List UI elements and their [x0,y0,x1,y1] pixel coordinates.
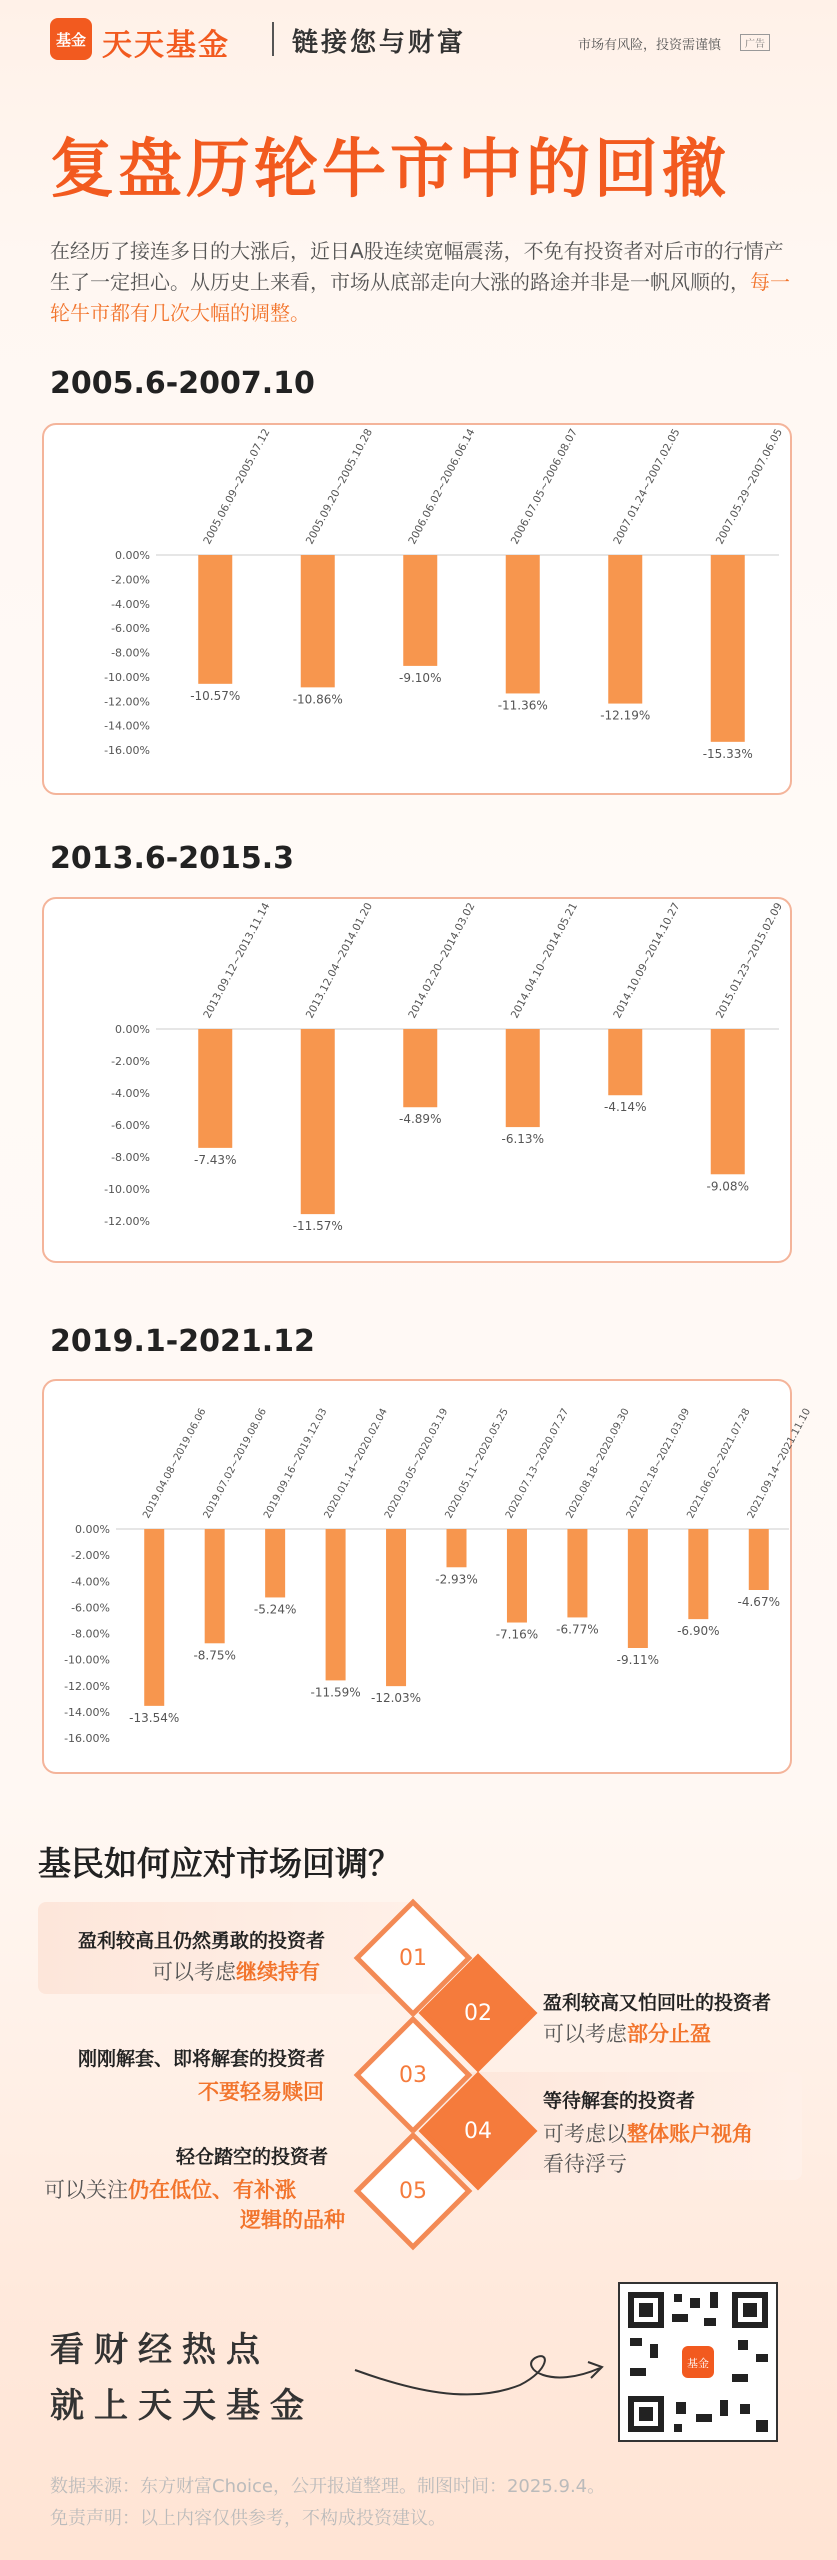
y-tick-label: -16.00% [104,744,150,757]
step-02-number: 02 [464,2001,492,2026]
header-divider [272,22,274,56]
chart-2-svg [44,899,794,1265]
data-label: -11.36% [497,698,548,713]
chart-1-title: 2005.6-2007.10 [50,366,315,401]
qr-logo-text: 基金 [687,2357,709,2370]
y-tick-label: -6.00% [111,1119,150,1132]
x-tick-label: 2006.06.02~2006.06.14 [406,426,478,547]
y-tick-label: -2.00% [111,573,150,587]
x-tick-label: 2021.09.14~2021.11.10 [745,1406,814,1521]
y-tick-label: -2.00% [71,1549,110,1563]
chart-2-panel [42,897,792,1263]
x-tick-label: 2019.09.16~2019.12.03 [262,1406,330,1521]
bar [301,1029,335,1214]
x-tick-label: 2007.01.24~2007.02.05 [611,426,683,547]
step-02-advice [543,2018,711,2048]
intro-text: 在经历了接连多日的大涨后，近日A股连续宽幅震荡，不免有投资者对后市的行情产生了一定担心。从历史上来看，市场从底部走向大涨的路途并非是一帆风顺的， [50,239,784,294]
x-tick-label: 2020.08.18~2020.09.30 [564,1406,632,1521]
step-03-title: 刚刚解套、即将解套的投资者 [78,2048,326,2070]
step-01-highlight: 继续持有 [236,1960,320,1984]
step-01-number: 01 [399,1946,427,1971]
step-04-advice-line2: 看待浮亏 [543,2152,627,2176]
step-04-pre: 可考虑以 [543,2122,627,2146]
data-label: -4.67% [737,1595,780,1610]
chart-2-title: 2013.6-2015.3 [50,841,294,876]
chart-1-svg [44,425,794,797]
x-tick-label: 2015.01.23~2015.02.09 [713,900,785,1021]
data-label: -6.90% [677,1624,720,1639]
chart-1-panel [42,423,792,795]
y-tick-label: 0.00% [115,1023,150,1036]
y-tick-label: -14.00% [104,719,150,733]
y-tick-label: -14.00% [64,1705,110,1719]
y-tick-label: -8.00% [111,646,150,660]
brand-name: 天天基金 [102,28,230,63]
step-05-highlight: 仍在低位、有补涨 [128,2178,296,2202]
step-04-number: 04 [464,2119,492,2144]
data-label: -11.59% [310,1685,361,1700]
data-label: -10.57% [190,688,241,703]
header-slogan: 链接您与财富 [292,28,467,58]
step-05-post: 逻辑的品种 [240,2208,345,2232]
data-label: -9.08% [706,1179,749,1194]
header [0,0,837,76]
bar [265,1529,285,1597]
x-tick-label: 2005.09.20~2005.10.28 [303,426,375,547]
y-tick-label: -6.00% [71,1601,110,1615]
data-label: -6.13% [501,1132,544,1147]
x-tick-label: 2020.03.05~2020.03.19 [382,1406,451,1521]
step-05-advice-line2 [240,2204,345,2234]
bar [507,1529,527,1623]
step-04-highlight: 整体账户视角 [627,2122,753,2146]
y-tick-label: -8.00% [111,1151,150,1164]
footer-slogan-1: 看财经热点 [50,2330,270,2370]
qr-pattern [620,2284,776,2440]
data-label: -4.14% [604,1100,647,1115]
bar [628,1529,648,1648]
x-tick-label: 2005.06.09~2005.07.12 [201,426,273,547]
bar [506,555,540,693]
data-label: -9.10% [399,670,442,685]
data-label: -2.93% [435,1572,478,1587]
bar [688,1529,708,1619]
bar [447,1529,467,1567]
logo-text: 基金 [55,30,86,49]
data-label: -7.43% [194,1152,237,1167]
bar [198,555,232,684]
data-label: -12.19% [600,708,651,723]
step-01-pre: 可以考虑 [152,1960,236,1984]
data-label: -5.24% [253,1602,297,1617]
bar [386,1529,406,1686]
x-tick-label: 2020.07.13~2020.07.27 [503,1406,572,1521]
step-03-number: 03 [399,2063,427,2088]
data-label: -4.89% [399,1112,442,1127]
step-05-title: 轻仓踏空的投资者 [176,2146,329,2168]
chart-3-title: 2019.1-2021.12 [50,1324,315,1359]
y-tick-label: -4.00% [111,597,150,611]
data-label: -10.86% [292,692,343,707]
intro-paragraph [50,236,790,329]
data-source: 数据来源：东方财富Choice，公开报道整理。制图时间：2025.9.4。 [50,2476,606,2497]
y-tick-label: -16.00% [64,1732,110,1745]
step-02-title: 盈利较高又怕回吐的投资者 [543,1992,772,2014]
step-05-number: 05 [399,2179,427,2204]
bar [403,1029,437,1107]
y-tick-label: -12.00% [64,1679,110,1693]
data-label: -8.75% [193,1648,236,1663]
intro-highlight: 每一轮牛市都有几次大幅的调整。 [50,270,790,325]
step-04-advice [543,2118,753,2148]
y-tick-label: -12.00% [104,1215,150,1228]
data-label: -13.54% [129,1710,180,1725]
x-tick-label: 2014.10.09~2014.10.27 [611,900,683,1021]
x-tick-label: 2019.07.02~2019.08.06 [201,1406,270,1521]
x-tick-label: 2013.12.04~2014.01.20 [303,900,375,1021]
disclaimer: 免责声明：以上内容仅供参考，不构成投资建议。 [50,2508,446,2529]
data-label: -6.77% [556,1622,599,1637]
x-tick-label: 2021.02.18~2021.03.09 [624,1406,693,1521]
section-2-title: 基民如何应对市场回调？ [38,1844,401,1883]
bar [711,555,745,742]
arrow-doodle [350,2330,610,2410]
y-tick-label: -2.00% [111,1055,150,1068]
x-tick-label: 2019.04.08~2019.06.06 [141,1406,209,1521]
data-label: -15.33% [702,746,753,761]
ad-tag: 广告 [740,34,770,51]
step-05-advice [44,2174,296,2204]
data-label: -9.11% [616,1652,660,1667]
y-tick-label: -12.00% [104,695,150,709]
step-04-title: 等待解套的投资者 [543,2090,696,2112]
bar [506,1029,540,1127]
data-label: -7.16% [495,1627,539,1642]
page-title: 复盘历轮牛市中的回撤 [50,133,730,207]
x-tick-label: 2014.02.20~2014.03.02 [406,900,478,1021]
y-tick-label: -4.00% [111,1087,150,1100]
step-03-highlight: 不要轻易赎回 [198,2080,324,2104]
bar [711,1029,745,1174]
x-tick-label: 2014.04.10~2014.05.21 [508,900,580,1021]
footer-slogan-2: 就上天天基金 [50,2386,314,2426]
qr-code[interactable] [618,2282,778,2442]
y-tick-label: -10.00% [104,1183,150,1196]
app-logo[interactable] [50,18,92,60]
step-03-advice [198,2076,324,2106]
step-02-highlight: 部分止盈 [627,2022,711,2046]
x-tick-label: 2013.09.12~2013.11.14 [201,900,273,1021]
bar [608,1029,642,1095]
data-label: -12.03% [370,1691,422,1706]
bar [567,1529,587,1617]
y-tick-label: -6.00% [111,622,150,636]
risk-warning: 市场有风险，投资需谨慎 [578,38,722,53]
step-05-pre: 可以关注 [44,2178,128,2202]
bar [326,1529,346,1680]
x-tick-label: 2006.07.05~2006.08.07 [508,426,580,547]
y-tick-label: -10.00% [104,670,150,684]
bar [749,1529,769,1590]
bar [301,555,335,687]
y-tick-label: -4.00% [71,1575,110,1589]
data-label: -11.57% [292,1219,343,1234]
chart-3-svg [44,1381,814,1776]
step-01-title: 盈利较高且仍然勇敢的投资者 [78,1930,326,1952]
step-02-pre: 可以考虑 [543,2022,627,2046]
y-tick-label: 0.00% [75,1523,110,1536]
bar [403,555,437,666]
bar [205,1529,225,1643]
bar [608,555,642,704]
x-tick-label: 2020.05.11~2020.05.25 [443,1406,511,1521]
x-tick-label: 2020.01.14~2020.02.04 [322,1406,390,1521]
x-tick-label: 2021.06.02~2021.07.28 [685,1406,753,1521]
chart-3-panel [42,1379,814,1774]
bar [144,1529,164,1706]
y-tick-label: -10.00% [64,1653,110,1667]
x-tick-label: 2007.05.29~2007.06.05 [713,426,785,547]
y-tick-label: 0.00% [115,549,150,562]
y-tick-label: -8.00% [71,1627,110,1641]
step-01-advice [152,1956,320,1986]
bar [198,1029,232,1148]
